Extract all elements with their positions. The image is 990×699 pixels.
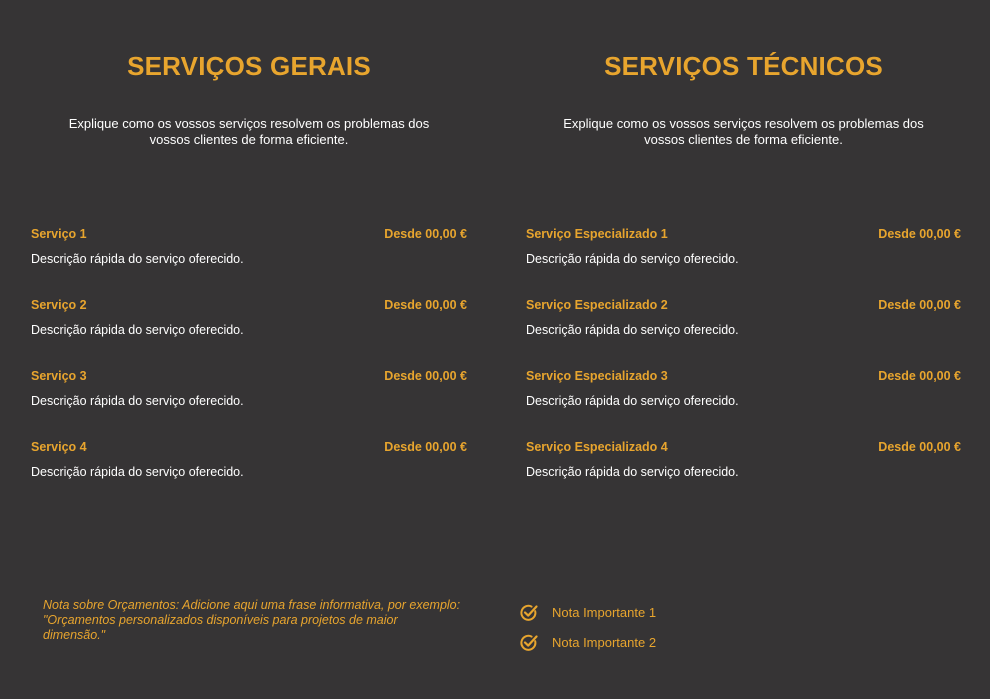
service-name: Serviço 4 bbox=[31, 440, 87, 454]
service-name: Serviço 3 bbox=[31, 369, 87, 383]
service-item bbox=[526, 439, 961, 510]
service-name: Serviço 1 bbox=[31, 227, 87, 241]
service-item bbox=[526, 226, 961, 297]
service-description: Descrição rápida do serviço oferecido. bbox=[526, 394, 739, 408]
important-note-label: Nota Importante 1 bbox=[552, 605, 657, 620]
technical-services-title: SERVIÇOS TÉCNICOS bbox=[604, 51, 883, 81]
service-price: Desde 00,00 € bbox=[384, 440, 467, 454]
service-name: Serviço Especializado 2 bbox=[526, 298, 668, 312]
technical-services-intro: Explique como os vossos serviços resolvem os problemas dos vossos clientes de forma eficiente. bbox=[563, 116, 924, 147]
service-item bbox=[31, 226, 467, 297]
service-item bbox=[526, 297, 961, 368]
service-price: Desde 00,00 € bbox=[878, 369, 961, 383]
budget-note: Nota sobre Orçamentos: Adicione aqui uma frase informativa, por exemplo: "Orçamentos personalizados disponíveis para projetos de maior dimensão." bbox=[43, 598, 461, 642]
technical-services-list bbox=[526, 226, 961, 510]
service-description: Descrição rápida do serviço oferecido. bbox=[526, 323, 739, 337]
service-description: Descrição rápida do serviço oferecido. bbox=[31, 323, 244, 337]
service-description: Descrição rápida do serviço oferecido. bbox=[526, 465, 739, 479]
service-price: Desde 00,00 € bbox=[878, 227, 961, 241]
service-name: Serviço 2 bbox=[31, 298, 87, 312]
general-services-list bbox=[31, 226, 467, 510]
important-note-item bbox=[519, 628, 656, 658]
service-item bbox=[31, 439, 467, 510]
service-description: Descrição rápida do serviço oferecido. bbox=[31, 465, 244, 479]
service-name: Serviço Especializado 1 bbox=[526, 227, 668, 241]
service-name: Serviço Especializado 3 bbox=[526, 369, 668, 383]
service-price: Desde 00,00 € bbox=[384, 227, 467, 241]
service-price: Desde 00,00 € bbox=[384, 369, 467, 383]
service-name: Serviço Especializado 4 bbox=[526, 440, 668, 454]
check-circle-icon bbox=[519, 603, 539, 623]
general-services-title: SERVIÇOS GERAIS bbox=[127, 51, 371, 81]
general-services-intro: Explique como os vossos serviços resolvem os problemas dos vossos clientes de forma eficiente. bbox=[68, 116, 430, 147]
service-item bbox=[31, 297, 467, 368]
service-description: Descrição rápida do serviço oferecido. bbox=[31, 252, 244, 266]
important-note-item bbox=[519, 598, 656, 628]
service-description: Descrição rápida do serviço oferecido. bbox=[526, 252, 739, 266]
important-note-label: Nota Importante 2 bbox=[552, 635, 657, 650]
service-price: Desde 00,00 € bbox=[878, 298, 961, 312]
check-circle-icon bbox=[519, 633, 539, 653]
service-price: Desde 00,00 € bbox=[878, 440, 961, 454]
service-price: Desde 00,00 € bbox=[384, 298, 467, 312]
important-notes-list bbox=[519, 598, 656, 658]
service-item bbox=[31, 368, 467, 439]
service-item bbox=[526, 368, 961, 439]
service-description: Descrição rápida do serviço oferecido. bbox=[31, 394, 244, 408]
